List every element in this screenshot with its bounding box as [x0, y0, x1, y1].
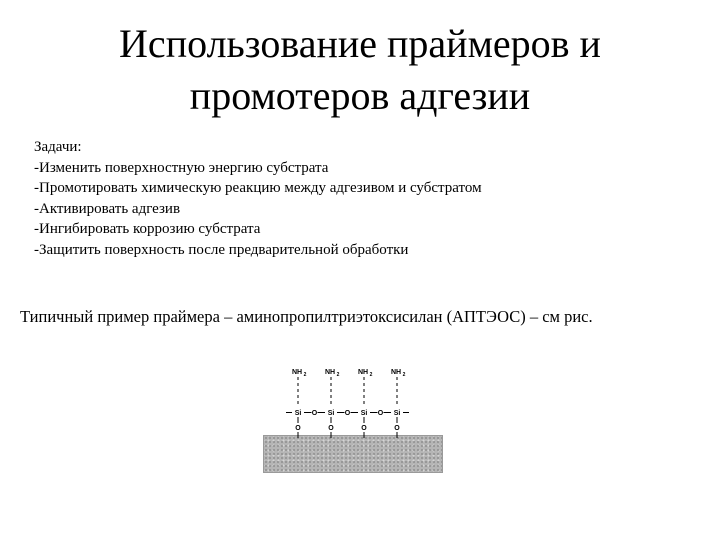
amine-group-label: NH: [390, 369, 402, 376]
oxygen-atom-label: O: [394, 425, 400, 432]
task-item: -Промотировать химическую реакцию между адгезивом и субстратом: [34, 180, 482, 196]
task-item: -Активировать адгезив: [34, 200, 181, 217]
molecule-diagram: [263, 362, 445, 442]
oxygen-atom-label: O: [311, 410, 318, 417]
amine-subscript-label: 2: [369, 372, 373, 378]
silicon-atom-label: Si: [360, 410, 368, 417]
silicon-atom-label: Si: [294, 410, 302, 417]
tasks-heading: Задачи:: [34, 139, 82, 155]
amine-subscript-label: 2: [336, 372, 340, 378]
amine-group-label: NH: [291, 369, 303, 376]
silicon-atom-label: Si: [327, 410, 335, 417]
amine-subscript-label: 2: [303, 372, 307, 378]
aptes-figure: [263, 362, 445, 474]
title-line-2: промотеров адгезии: [189, 73, 531, 118]
title-line-1: Использование праймеров и: [119, 21, 601, 66]
amine-subscript-label: 2: [402, 372, 406, 378]
oxygen-atom-label: O: [344, 410, 351, 417]
silicon-atom-label: Si: [393, 410, 401, 417]
amine-group-label: NH: [357, 369, 369, 376]
oxygen-atom-label: O: [328, 425, 334, 432]
task-item: -Защитить поверхность после предварительной обработки: [34, 241, 409, 258]
oxygen-atom-label: O: [377, 410, 384, 417]
slide-title: [60, 18, 660, 122]
task-item: -Ингибировать коррозию субстрата: [34, 221, 261, 237]
task-item: -Изменить поверхностную энергию субстрата: [34, 159, 329, 176]
amine-group-label: NH: [324, 369, 336, 376]
oxygen-atom-label: O: [361, 425, 367, 432]
tasks-list: [34, 137, 482, 260]
example-text: Типичный пример праймера – аминопропилтриэтоксисилан (АПТЭОС) – см рис.: [20, 307, 593, 326]
oxygen-atom-label: O: [295, 425, 301, 432]
